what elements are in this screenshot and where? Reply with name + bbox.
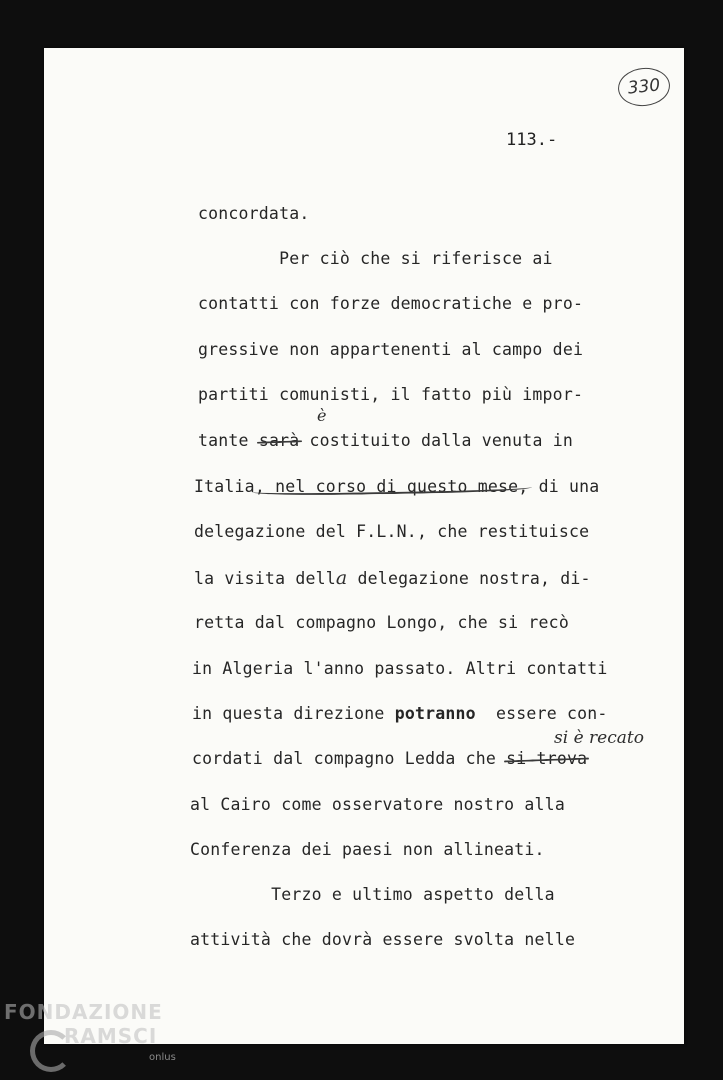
text-line-6-rest: costituito dalla venuta in xyxy=(299,431,573,450)
struck-word-sara: sarà xyxy=(258,431,300,450)
handwritten-correction-a: a xyxy=(335,567,348,589)
archive-number-stamp xyxy=(616,65,672,108)
watermark-onlus: onlus xyxy=(149,1052,176,1063)
text-line-16: Terzo e ultimo aspetto della xyxy=(190,885,555,904)
text-line-17: attività che dovrà essere svolta nelle xyxy=(190,930,576,949)
text-line-14: al Cairo come osservatore nostro alla xyxy=(190,795,565,814)
text-line-1: concordata. xyxy=(198,204,310,223)
word-italia: Italia xyxy=(194,477,255,496)
text-line-12 xyxy=(192,704,608,723)
handwritten-correction-si-e-recato: si è recato xyxy=(554,728,644,748)
text-line-3: contatti con forze democratiche e pro- xyxy=(198,294,584,313)
fondazione-gramsci-watermark xyxy=(4,1000,204,1080)
text-line-4: gressive non appartenenti al campo dei xyxy=(198,340,584,359)
text-line-13-start: cordati dal compagno Ledda che xyxy=(192,749,507,768)
word-tante: tante xyxy=(198,431,259,450)
archive-number: 330 xyxy=(626,75,662,99)
text-line-12-rest: essere con- xyxy=(475,704,608,723)
typewritten-page xyxy=(44,48,684,1044)
text-line-6 xyxy=(198,431,573,450)
page-number: 113.- xyxy=(506,130,558,150)
text-line-7 xyxy=(194,477,599,496)
text-line-9-start: la visita dell xyxy=(194,569,336,588)
text-line-2: Per ciò che si riferisce ai xyxy=(198,249,553,268)
handwritten-correction-e: è xyxy=(317,406,327,425)
text-line-15: Conferenza dei paesi non allineati. xyxy=(190,840,545,859)
struck-si-trova: si trova xyxy=(506,749,588,768)
text-line-9-rest: delegazione nostra, di- xyxy=(347,569,591,588)
text-line-12-start: in questa direzione xyxy=(192,704,395,723)
text-line-10: retta dal compagno Longo, che si recò xyxy=(194,613,569,632)
struck-phrase: , nel corso di questo mese, xyxy=(254,477,529,496)
text-line-13 xyxy=(192,749,587,768)
text-line-5: partiti comunisti, il fatto più impor- xyxy=(198,385,584,404)
text-line-7-rest: di una xyxy=(528,477,600,496)
text-line-8: delegazione del F.L.N., che restituisce xyxy=(194,522,590,541)
text-line-9 xyxy=(194,567,591,589)
word-potranno: potranno xyxy=(394,704,476,723)
watermark-line-2: RAMSCI xyxy=(64,1024,158,1048)
watermark-line-1: FONDAZIONE xyxy=(4,1000,163,1024)
text-line-11: in Algeria l'anno passato. Altri contatti xyxy=(192,659,608,678)
